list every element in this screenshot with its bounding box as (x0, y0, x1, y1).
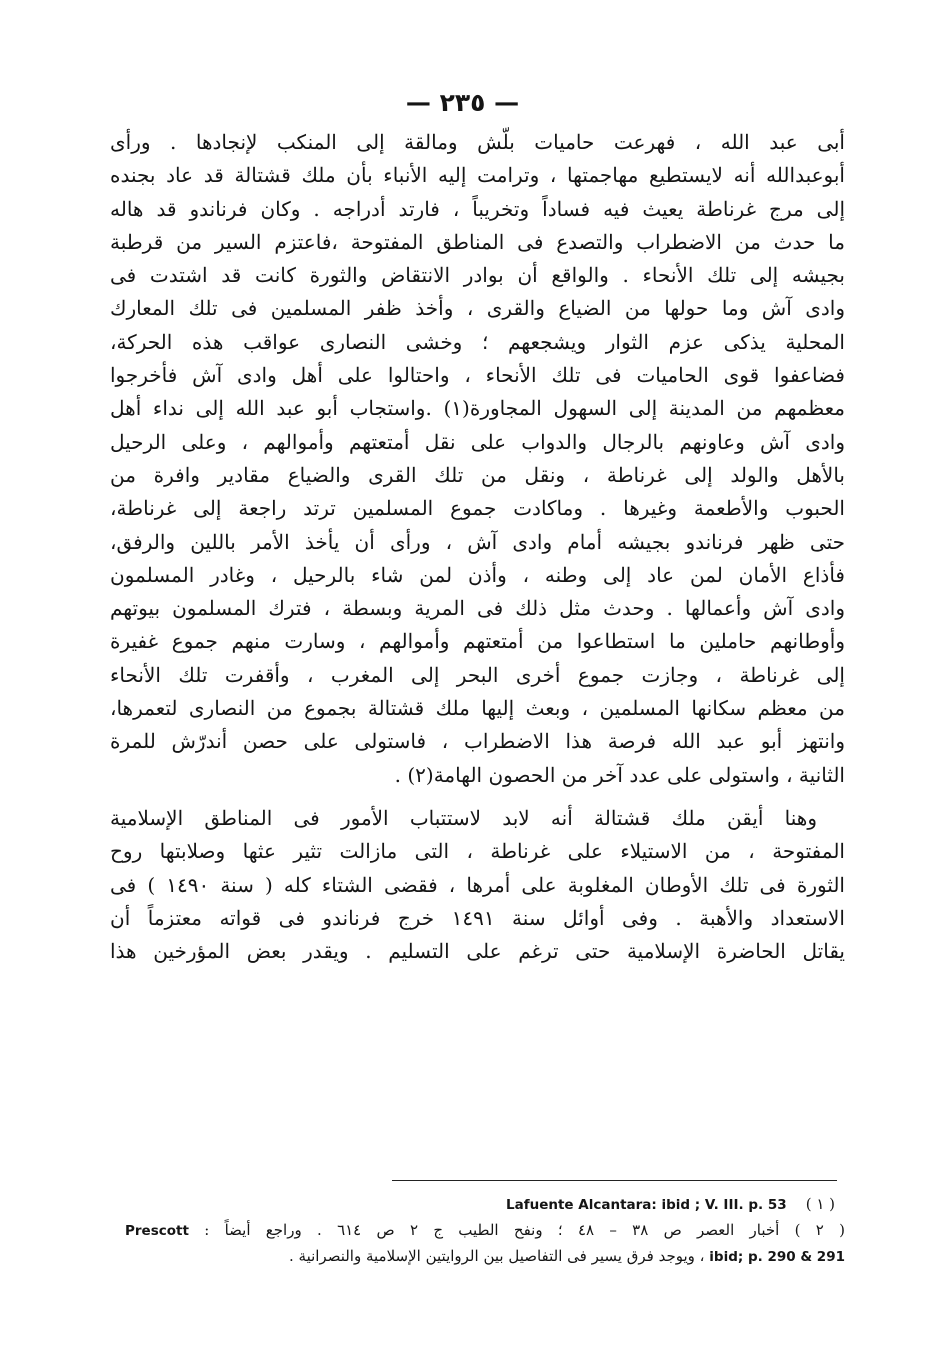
footnotes (125, 1192, 845, 1270)
text-line: وادى آش وعاونهم بالرجال والدواب على نقل أمتعتهم وأموالهم ، وعلى الرحيل (110, 429, 845, 454)
text-line: بالأهل والولد إلى غرناطة ، ونقل من تلك القرى والضياع مقادير وافرة من (110, 462, 845, 487)
text-line: إلى مرج غرناطة يعيث فيه فساداً وتخريباً ، فارتد أدراجه . وكان فرناندو قد هاله (110, 196, 845, 221)
text-line: الحبوب والأطعمة وغيرها . وماكادت جموع المسلمين ترتد راجعة إلى غرناطة، (110, 496, 845, 521)
footnote-2-continued (125, 1244, 845, 1270)
paragraph-1 (110, 126, 845, 792)
text-line: ما حدث من الاضطراب والتصدع فى المناطق المفتوحة ،فاعتزم السير من قرطبة (110, 229, 845, 254)
text-line: وادى آش وما حولها من الضياع والقرى ، وأخذ ظفر المسلمين فى تلك المعارك (110, 296, 845, 321)
text-line: أبى عبد الله ، فهرعت حاميات بلّش ومالقة إلى المنكب لإنجادها . ورأى (110, 130, 845, 154)
footnote-text: ( ٢ ) أخبار العصر ص ٣٨ – ٤٨ ؛ ونفح الطيب ج ٢ ص ٦١٤ . وراجع أيضاً : (204, 1221, 845, 1239)
footnote-citation: Lafuente Alcantara: ibid ; V. III. p. 53 (506, 1197, 787, 1213)
text-line: الثورة فى تلك الأوطان المغلوبة على أمرها ، فقضى الشتاء كله ( سنة ١٤٩٠ ) فى (110, 872, 845, 897)
text-line: فأذاع الأمان لمن عاد إلى وطنه ، وأذن لمن شاء بالرحيل ، وغادر المسلمون (110, 562, 845, 587)
footnote-text: ، ويوجد فرق يسير فى التفاصيل بين الروايتين الإسلامية والنصرانية . (288, 1247, 705, 1265)
footnote-divider (392, 1180, 837, 1181)
text-line: معظمهم من المدينة إلى السهول المجاورة(١) .واستجاب أبو عبد الله إلى نداء أهل (110, 396, 845, 421)
text-line: الاستعداد والأهبة . وفى أوائل سنة ١٤٩١ خرج فرناندو فى قواته معتزماً أن (110, 905, 845, 930)
text-line: فضاعفوا قوى الحاميات فى تلك الأنحاء ، واحتالوا على أهل وادى آش فأخرجوا (110, 363, 845, 388)
text-line: المحلية يذكى عزم الثوار ويشجعهم ؛ وخشى النصارى عواقب هذه الحركة، (110, 329, 845, 354)
paragraph-2 (110, 802, 845, 968)
text-line: من معظم سكانها المسلمين ، وبعث إليها ملك قشتالة بجموع من النصارى لتعمرها، (110, 696, 845, 721)
text-line: حتى ظهر فرناندو بجيشه أمام وادى آش ، ورأى أن يأخذ الأمر باللين والرفق، (110, 529, 845, 554)
text-line: الثانية ، واستولى على عدد آخر من الحصون الهامة(٢) . (394, 762, 845, 787)
footnote-citation: ibid; p. 290 & 291 (709, 1249, 845, 1265)
text-line: أبوعبدالله أنه لايستطيع مهاجمتها ، وترامت إليه الأنباء بأن ملك قشتالة قد عاد بجنده (110, 163, 845, 188)
footnote-marker: ( ١ ) (805, 1195, 835, 1213)
text-line: وادى آش وأعمالها . وحدث مثل ذلك فى المرية وبسطة ، فترك المسلمون بيوتهم (110, 596, 845, 621)
paragraph-gap (110, 792, 845, 802)
text-line: إلى غرناطة ، وجازت جموع أخرى البحر إلى المغرب ، وأقفرت تلك الأنحاء (110, 662, 845, 687)
text-line: يقاتل الحاضرة الإسلامية حتى ترغم على التسليم . ويقدر بعض المؤرخين هذا (110, 939, 845, 964)
page-number: — ٢٣٥ — (405, 88, 520, 117)
footnote-1 (125, 1192, 845, 1218)
text-line: وهنا أيقن ملك قشتالة أنه لابد لاستتباب الأمور فى المناطق الإسلامية (110, 805, 817, 830)
footnote-citation: Prescott (125, 1223, 189, 1239)
main-text (110, 126, 845, 968)
text-line: وأوطانهم حاملين ما استطاعوا من أمتعتهم وأموالهم ، وسارت منهم جموع غفيرة (110, 629, 845, 654)
text-line: بجيشه إلى تلك الأنحاء . والواقع أن بوادر الانتقاض والثورة كانت قد اشتدت فى (110, 263, 845, 288)
text-line: وانتهز أبو عبد الله فرصة هذا الاضطراب ، فاستولى على حصن أندرّش للمرة (110, 729, 845, 754)
text-line: المفتوحة ، من الاستيلاء على غرناطة ، التى مازالت تثير عثها وصلابتها روح (110, 839, 845, 864)
footnote-2 (125, 1218, 845, 1244)
